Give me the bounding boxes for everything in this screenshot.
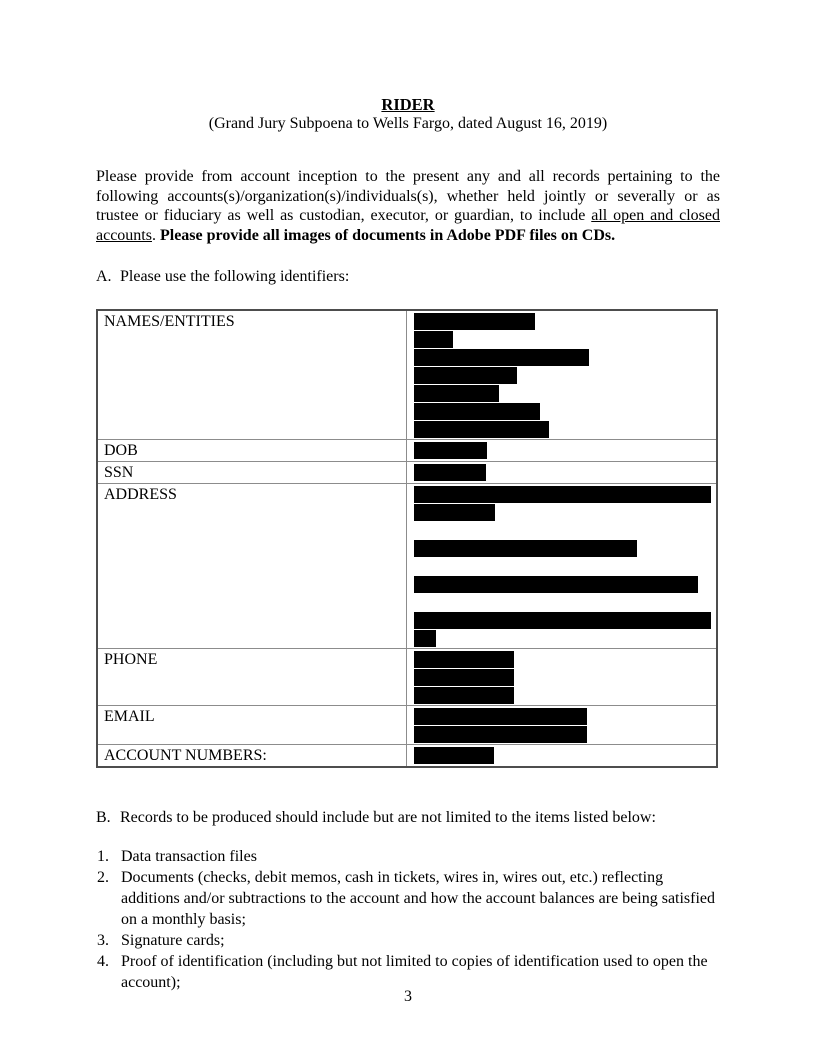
redaction-bar: [414, 708, 587, 725]
redaction-line: [414, 668, 716, 686]
item-number: 3.: [97, 932, 109, 950]
item-text: Proof of identification (including but not limited to copies of identification used to open the account);: [121, 953, 708, 992]
redaction-line: [414, 330, 716, 348]
section-a-marker: A.: [96, 268, 112, 286]
redaction-bar: [414, 442, 487, 459]
row-label: NAMES/ENTITIES: [98, 311, 407, 439]
redaction-line: [414, 312, 716, 330]
redaction-bar: [414, 421, 549, 438]
row-label: DOB: [98, 440, 407, 461]
redaction-line: [414, 463, 716, 481]
section-b-marker: B.: [96, 809, 111, 827]
item-number: 2.: [97, 869, 109, 887]
table-row: [98, 648, 716, 705]
redaction-line: [414, 503, 716, 521]
redaction-line: [414, 686, 716, 704]
intro-text: Please provide from account inception to the present any and all records pertaining to the following accounts(s)/organization(s)/individuals(s), whether held jointly or severally or as trustee or fiduciary as well as custodian, executor, or guardian, to include: [96, 168, 720, 225]
redaction-line: [414, 420, 716, 438]
section-a-heading: [96, 267, 720, 286]
redaction-line: [414, 650, 716, 668]
identifiers-table: [96, 309, 718, 768]
redaction-line: [414, 725, 716, 743]
list-item: [96, 846, 720, 867]
redaction-line: [414, 366, 716, 384]
redaction-bar: [414, 747, 494, 764]
redaction-bar: [414, 349, 589, 366]
row-label: ACCOUNT NUMBERS:: [98, 745, 407, 766]
redaction-bar: [414, 403, 540, 420]
redaction-line: [414, 746, 716, 764]
redaction-line: [414, 611, 716, 629]
records-list: [96, 846, 720, 993]
row-label: EMAIL: [98, 706, 407, 744]
table-row: [98, 461, 716, 483]
redaction-line: [414, 629, 716, 647]
table-row: [98, 439, 716, 461]
redaction-bar: [414, 612, 711, 629]
redaction-line: [414, 348, 716, 366]
page-number: 3: [404, 988, 412, 1005]
redaction-bar: [414, 726, 587, 743]
redaction-bar: [414, 331, 453, 348]
table-row: [98, 705, 716, 744]
redaction-blank-line: [414, 557, 716, 575]
row-redacted-value: [407, 462, 716, 483]
redaction-bar: [414, 367, 517, 384]
redaction-bar: [414, 669, 514, 686]
row-redacted-value: [407, 706, 716, 744]
row-label: ADDRESS: [98, 484, 407, 648]
row-redacted-value: [407, 484, 716, 648]
redaction-bar: [414, 486, 711, 503]
row-redacted-value: [407, 745, 716, 766]
page-subtitle: (Grand Jury Subpoena to Wells Fargo, dated August 16, 2019): [208, 115, 608, 132]
redaction-bar: [414, 576, 698, 593]
redaction-bar: [414, 651, 514, 668]
section-a-text: Please use the following identifiers:: [120, 268, 350, 286]
redaction-line: [414, 402, 716, 420]
row-redacted-value: [407, 649, 716, 705]
redaction-bar: [414, 313, 535, 330]
intro-period: .: [151, 226, 156, 244]
section-b-text: Records to be produced should include but are not limited to the items listed below:: [120, 809, 656, 827]
redaction-line: [414, 539, 716, 557]
intro-paragraph: [96, 167, 720, 245]
row-label: PHONE: [98, 649, 407, 705]
item-number: 1.: [97, 848, 109, 866]
redaction-bar: [414, 464, 486, 481]
intro-underlined-text: all open and closed accounts: [96, 207, 720, 244]
redaction-line: [414, 441, 716, 459]
redaction-blank-line: [414, 521, 716, 539]
redaction-line: [414, 575, 716, 593]
item-number: 4.: [97, 953, 109, 971]
item-text: Data transaction files: [121, 848, 257, 866]
section-b-heading: [96, 808, 720, 827]
page-title: [96, 95, 720, 114]
document-content: [96, 0, 720, 993]
redaction-line: [414, 707, 716, 725]
redaction-line: [414, 485, 716, 503]
table-row: [98, 483, 716, 648]
item-text: Documents (checks, debit memos, cash in tickets, wires in, wires out, etc.) reflecting additions and/or subtractions to the account and how the account balances are being satisfied on a monthly basis;: [121, 869, 716, 929]
table-row: [98, 744, 716, 766]
intro-bold-text: Please provide all images of documents in Adobe PDF files on CDs.: [159, 226, 616, 244]
list-item: [96, 930, 720, 951]
redaction-bar: [414, 540, 637, 557]
redaction-bar: [414, 687, 514, 704]
page-title-text: RIDER: [381, 95, 435, 114]
row-redacted-value: [407, 440, 716, 461]
table-row: [98, 311, 716, 439]
redaction-bar: [414, 504, 495, 521]
list-item: [96, 867, 720, 930]
redaction-blank-line: [414, 593, 716, 611]
row-label: SSN: [98, 462, 407, 483]
row-redacted-value: [407, 311, 716, 439]
redaction-line: [414, 384, 716, 402]
redaction-bar: [414, 630, 436, 647]
redaction-bar: [414, 385, 499, 402]
item-text: Signature cards;: [121, 932, 225, 950]
